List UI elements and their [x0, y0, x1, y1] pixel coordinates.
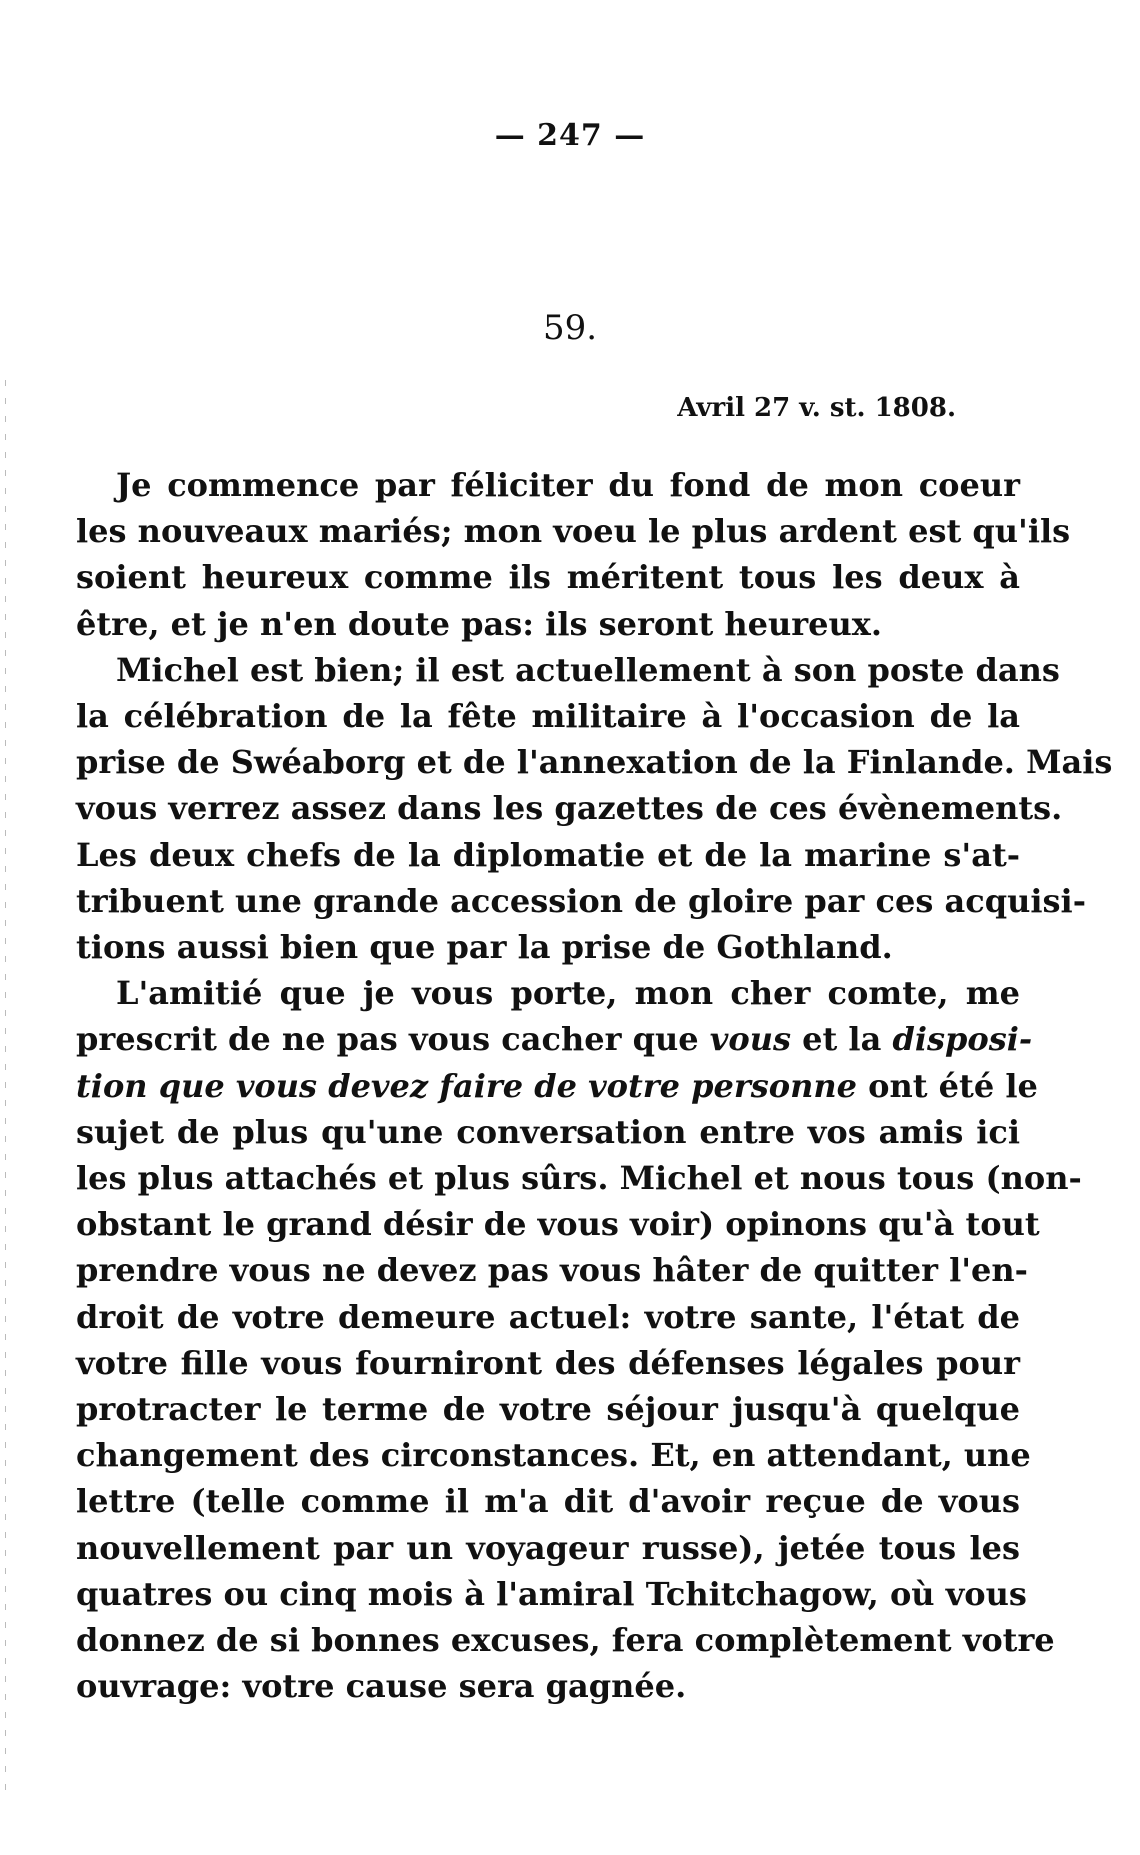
text-line-mixed [76, 1016, 1033, 1062]
italic-run: tion que vous devez faire de votre personne [76, 1066, 857, 1105]
text-line: nouvellement par un voyageur russe), jetée tous les [76, 1528, 1020, 1567]
text-run: et la [790, 1020, 893, 1059]
text-line: protracter le terme de votre séjour jusqu'à quelque [76, 1390, 1020, 1429]
text-line-mixed [76, 1063, 1038, 1109]
text-line: donnez de si bonnes excuses, fera complètement votre [76, 1621, 1055, 1660]
text-line: les nouveaux mariés; mon voeu le plus ardent est qu'ils [76, 512, 1071, 551]
text-run: prescrit de ne pas vous cacher que [76, 1020, 710, 1059]
letter-number: 59. [542, 308, 598, 348]
text-line: quatres ou cinq mois à l'amiral Tchitchagow, où vous [76, 1574, 1027, 1613]
italic-run: vous [709, 1020, 791, 1059]
text-run: ont été le [857, 1066, 1038, 1105]
text-line: ouvrage: votre cause sera gagnée. [76, 1667, 687, 1706]
text-line: obstant le grand désir de vous voir) opinons qu'à tout [76, 1205, 1040, 1244]
italic-run: disposi- [892, 1020, 1033, 1059]
text-line: lettre (telle comme il m'a dit d'avoir reçue de vous [76, 1482, 1020, 1521]
text-line: Les deux chefs de la diplomatie et de la marine s'at- [76, 835, 1020, 874]
text-line: tribuent une grande accession de gloire par ces acquisi- [76, 881, 1086, 920]
text-line: les plus attachés et plus sûrs. Michel et nous tous (non- [76, 1159, 1082, 1198]
page-number: — 247 — [494, 118, 646, 153]
letter-body [76, 462, 1113, 1709]
text-line: la célébration de la fête militaire à l'occasion de la [76, 697, 1020, 736]
text-line: soient heureux comme ils méritent tous les deux à [76, 558, 1020, 597]
text-line: droit de votre demeure actuel: votre sante, l'état de [76, 1297, 1020, 1336]
text-line: prendre vous ne devez pas vous hâter de quitter l'en- [76, 1251, 1028, 1290]
text-line: Je commence par féliciter du fond de mon coeur [116, 466, 1020, 504]
text-line: changement des circonstances. Et, en attendant, une [76, 1436, 1031, 1475]
letter-date: Avril 27 v. st. 1808. [677, 393, 956, 423]
text-line: Michel est bien; il est actuellement à son poste dans [116, 650, 1060, 689]
text-line: sujet de plus qu'une conversation entre vos amis ici [76, 1112, 1020, 1151]
scan-margin-rule [5, 380, 6, 1800]
text-line: vous verrez assez dans les gazettes de ces évènements. [76, 789, 1063, 828]
text-line: être, et je n'en doute pas: ils seront heureux. [76, 604, 882, 643]
text-line: votre fille vous fourniront des défenses légales pour [76, 1343, 1020, 1382]
text-line: L'amitié que je vous porte, mon cher comte, me [116, 974, 1020, 1013]
text-line: tions aussi bien que par la prise de Gothland. [76, 928, 893, 967]
text-line: prise de Swéaborg et de l'annexation de la Finlande. Mais [76, 743, 1113, 782]
